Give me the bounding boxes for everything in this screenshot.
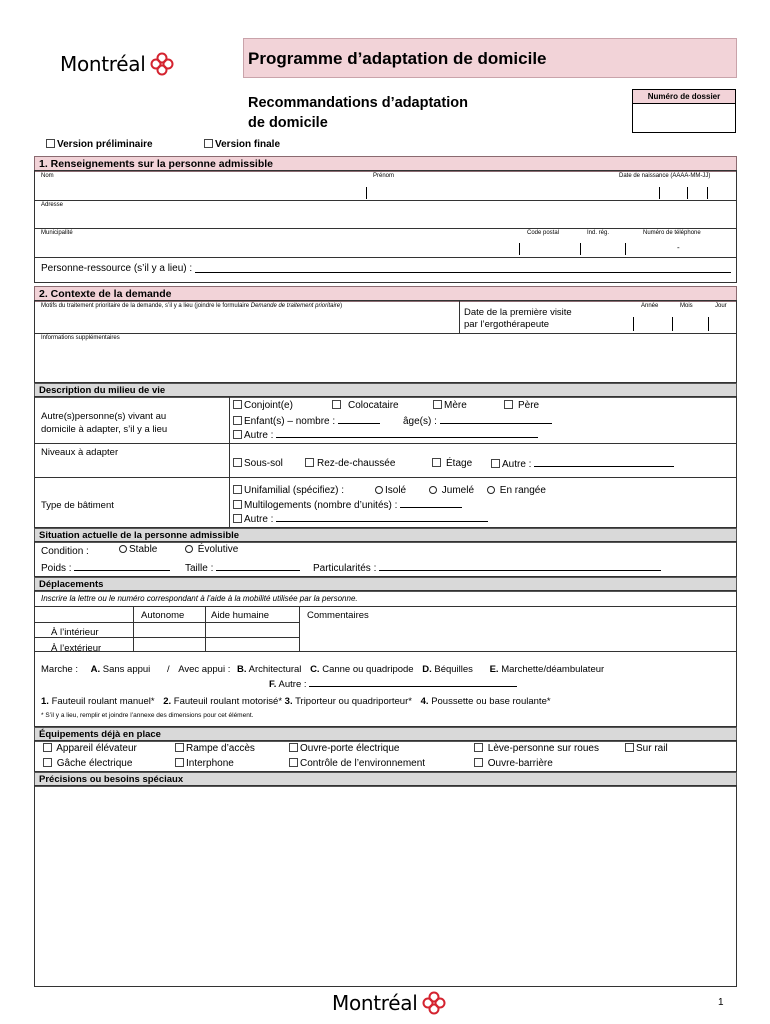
ind-reg-label: Ind. rég.	[587, 230, 610, 236]
enfants-option[interactable]: Enfant(s) – nombre :	[233, 415, 380, 427]
leve-personne-option[interactable]: Lève-personne sur roues	[474, 743, 599, 754]
municipalite-input[interactable]	[35, 237, 736, 255]
subtitle	[248, 93, 548, 133]
telephone-label: Numéro de téléphone	[643, 230, 701, 236]
dossier-box	[632, 89, 736, 133]
colocataire-option[interactable]: Colocataire	[332, 400, 399, 411]
personne-ressource-label: Personne-ressource (s’il y a lieu) :	[41, 263, 193, 274]
dossier-label: Numéro de dossier	[633, 90, 735, 104]
marche-row: Marche : A. Sans appui / Avec appui : B. Architectural C. Canne ou quadripode D. Béquilles E. Marchette/déambulateur	[41, 664, 605, 675]
fauteuil-row: 1. Fauteuil roulant manuel* 2. Fauteuil roulant motorisé* 3. Triporteur ou quadriporteur* 4. Poussette ou base roulante*	[41, 696, 551, 707]
row-interieur: À l’intérieur	[51, 627, 99, 638]
subtitle-line1: Recommandations d’adaptation	[248, 95, 468, 111]
nom-label: Nom	[41, 173, 54, 179]
isole-option[interactable]: Isolé	[375, 485, 406, 496]
autre-personne-option[interactable]: Autre :	[233, 429, 538, 441]
annee-label: Année	[641, 303, 659, 309]
autre-batiment-option[interactable]: Autre :	[233, 513, 488, 525]
pere-option[interactable]: Père	[504, 400, 539, 411]
deplacements-box	[34, 590, 737, 727]
stable-option[interactable]: Stable	[119, 544, 157, 555]
motifs-label: Motifs du traitement prioritaire de la demande, s’il y a lieu (joindre le formulaire Demande de traitement prioritaire)	[41, 303, 343, 309]
page-number: 1	[718, 997, 724, 1008]
adresse-label: Adresse	[41, 202, 64, 208]
equipements-box	[34, 740, 737, 772]
conjoint-option[interactable]: Conjoint(e)	[233, 400, 293, 411]
version-prelim-option[interactable]	[46, 139, 153, 150]
infos-input[interactable]	[35, 343, 736, 381]
poids-field[interactable]: Poids :	[41, 562, 170, 574]
condition-label: Condition :	[41, 546, 89, 557]
mere-option[interactable]: Mère	[433, 400, 467, 411]
version-finale-option[interactable]	[204, 139, 280, 150]
interphone-option[interactable]: Interphone	[175, 758, 234, 769]
unifamilial-option[interactable]: Unifamilial (spécifiez) :	[233, 485, 344, 496]
nom-input[interactable]	[35, 181, 736, 201]
montreal-logo	[60, 52, 174, 76]
ouvre-porte-option[interactable]: Ouvre-porte électrique	[289, 743, 400, 754]
gache-option[interactable]: Gâche électrique	[43, 758, 132, 769]
ages-field[interactable]: âge(s) :	[403, 415, 552, 427]
ouvre-barriere-option[interactable]: Ouvre-barrière	[474, 758, 553, 769]
deplacements-instruction: Inscrire la lettre ou le numéro correspondant à l’aide à la mobilité utilisée par la personne.	[41, 594, 358, 603]
jour-label: Jour	[715, 303, 727, 309]
checkbox-icon[interactable]	[204, 139, 213, 148]
milieu-box	[34, 396, 737, 528]
section1-box	[34, 170, 737, 283]
col-commentaires: Commentaires	[307, 610, 369, 621]
page-title: Programme d’adaptation de domicile	[248, 49, 547, 68]
infos-label: Informations supplémentaires	[41, 335, 120, 341]
footer-logo-text: Montréal	[332, 991, 418, 1015]
version-prelim-label: Version préliminaire	[57, 139, 153, 150]
telephone-dash: -	[677, 243, 680, 252]
niveaux-label: Niveaux à adapter	[41, 447, 119, 458]
dossier-input[interactable]	[633, 104, 735, 132]
subtitle-line2: de domicile	[248, 115, 328, 131]
logo-text: Montréal	[60, 52, 146, 76]
appareil-option[interactable]: Appareil élévateur	[43, 743, 137, 754]
precisions-input[interactable]	[34, 785, 737, 987]
adresse-input[interactable]	[35, 209, 736, 227]
rosette-icon	[150, 52, 174, 76]
deplacements-title: Déplacements	[34, 577, 737, 592]
col-autonome: Autonome	[141, 610, 185, 621]
type-batiment-label: Type de bâtiment	[41, 500, 114, 511]
footer-logo	[332, 991, 446, 1015]
precisions-title: Précisions ou besoins spéciaux	[34, 772, 737, 787]
version-finale-label: Version finale	[215, 139, 281, 150]
particularites-field[interactable]: Particularités :	[313, 562, 661, 574]
situation-box	[34, 541, 737, 577]
taille-field[interactable]: Taille :	[185, 562, 300, 574]
checkbox-icon[interactable]	[46, 139, 55, 148]
sur-rail-option[interactable]: Sur rail	[625, 743, 668, 754]
milieu-title: Description du milieu de vie	[34, 383, 737, 398]
municipalite-label: Municipalité	[41, 230, 73, 236]
sous-sol-option[interactable]: Sous-sol	[233, 458, 283, 469]
personne-ressource-input[interactable]	[195, 263, 731, 273]
mois-label: Mois	[680, 303, 693, 309]
date-naissance-label: Date de naissance (AAAA-MM-JJ)	[619, 173, 711, 179]
row-exterieur: À l’extérieur	[51, 643, 102, 654]
evolutive-option[interactable]: Évolutive	[185, 544, 238, 555]
situation-title: Situation actuelle de la personne admissible	[34, 528, 737, 543]
premiere-visite-label: Date de la première visite par l’ergothérapeute	[464, 307, 572, 330]
marche-autre-field[interactable]: F. Autre :	[269, 678, 517, 690]
section2-title: 2. Contexte de la demande	[34, 286, 737, 302]
en-rangee-option[interactable]: En rangée	[487, 485, 546, 496]
section1-title: 1. Renseignements sur la personne admissible	[34, 156, 737, 172]
code-postal-label: Code postal	[527, 230, 560, 236]
section2-box	[34, 300, 737, 383]
rosette-icon	[422, 991, 446, 1015]
controle-option[interactable]: Contrôle de l’environnement	[289, 758, 425, 769]
personnes-label: Autre(s)personne(s) vivant au domicile à adapter, s’il y a lieu	[41, 411, 168, 435]
equipements-title: Équipements déjà en place	[34, 727, 737, 742]
premiere-visite-date-input[interactable]	[635, 315, 735, 331]
title-banner	[243, 38, 737, 78]
personne-ressource-row	[41, 263, 731, 274]
multilogements-option[interactable]: Multilogements (nombre d’unités) :	[233, 499, 462, 511]
prenom-label: Prénom	[373, 173, 395, 179]
col-aide-humaine: Aide humaine	[211, 610, 270, 621]
etage-option[interactable]: Étage	[432, 458, 472, 469]
rdc-option[interactable]: Rez-de-chaussée	[305, 458, 395, 469]
dimensions-note: * S’il y a lieu, remplir et joindre l’annexe des dimensions pour cet élément.	[41, 712, 254, 719]
jumele-option[interactable]: Jumelé	[429, 485, 474, 496]
rampe-option[interactable]: Rampe d’accès	[175, 743, 255, 754]
autre-niveau-option[interactable]: Autre :	[491, 458, 674, 470]
